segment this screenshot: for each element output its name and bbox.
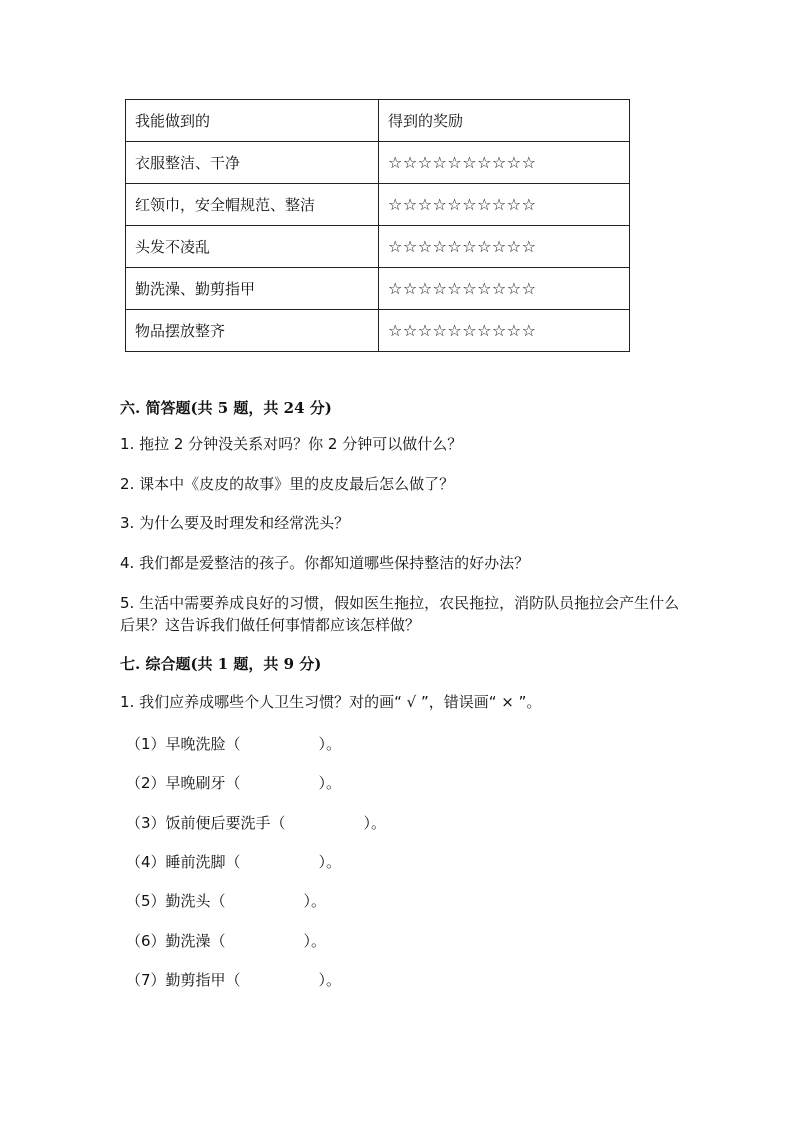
table-row — [126, 268, 630, 310]
table-header-item: 我能做到的 — [126, 100, 379, 142]
answer-line — [126, 851, 341, 872]
answer-label: （6）勤洗澡（ — [126, 932, 226, 950]
table-header-row — [126, 100, 630, 142]
table-cell-stars: ☆☆☆☆☆☆☆☆☆☆ — [379, 226, 630, 268]
table-cell-item: 红领巾，安全帽规范、整洁 — [126, 184, 379, 226]
question-item: 1. 我们应养成哪些个人卫生习惯？对的画“ √ ”，错误画“ × ”。 — [120, 693, 542, 711]
answer-line — [126, 969, 341, 990]
answer-end: ）。 — [318, 853, 342, 871]
table-cell-stars: ☆☆☆☆☆☆☆☆☆☆ — [379, 268, 630, 310]
table-cell-stars: ☆☆☆☆☆☆☆☆☆☆ — [379, 310, 630, 352]
section-six-title: 六. 简答题(共 5 题，共 24 分) — [120, 399, 332, 417]
answer-end: ）。 — [318, 971, 342, 989]
table-cell-item: 勤洗澡、勤剪指甲 — [126, 268, 379, 310]
answer-end: ）。 — [303, 892, 327, 910]
question-item: 3. 为什么要及时理发和经常洗头？ — [120, 514, 350, 532]
table-cell-item: 物品摆放整齐 — [126, 310, 379, 352]
answer-label: （1）早晚洗脸（ — [126, 735, 241, 753]
answer-label: （2）早晚刷牙（ — [126, 774, 241, 792]
answer-label: （4）睡前洗脚（ — [126, 853, 241, 871]
answer-line — [126, 733, 341, 754]
table-row — [126, 226, 630, 268]
question-item: 1. 拖拉 2 分钟没关系对吗？你 2 分钟可以做什么？ — [120, 435, 463, 453]
answer-line — [126, 812, 386, 833]
question-item: 5. 生活中需要养成良好的习惯，假如医生拖拉，农民拖拉，消防队员拖拉会产生什么后果？这告诉我们做任何事情都应该怎样做？ — [120, 594, 680, 634]
question-item: 2. 课本中《皮皮的故事》里的皮皮最后怎么做了？ — [120, 475, 455, 493]
table-cell-stars: ☆☆☆☆☆☆☆☆☆☆ — [379, 142, 630, 184]
table-cell-stars: ☆☆☆☆☆☆☆☆☆☆ — [379, 184, 630, 226]
section-seven-title: 七. 综合题(共 1 题，共 9 分) — [120, 655, 322, 673]
table-row — [126, 310, 630, 352]
reward-table — [125, 99, 630, 352]
answer-end: ）。 — [318, 774, 342, 792]
answer-end: ）。 — [303, 932, 327, 950]
answer-line — [126, 890, 326, 911]
table-cell-item: 衣服整洁、干净 — [126, 142, 379, 184]
answer-label: （7）勤剪指甲（ — [126, 971, 241, 989]
table-header-reward: 得到的奖励 — [379, 100, 630, 142]
answer-label: （5）勤洗头（ — [126, 892, 226, 910]
answer-line — [126, 772, 341, 793]
answer-end: ）。 — [318, 735, 342, 753]
table-row — [126, 184, 630, 226]
answer-end: ）。 — [363, 814, 387, 832]
table-row — [126, 142, 630, 184]
answer-line — [126, 930, 326, 951]
table-cell-item: 头发不凌乱 — [126, 226, 379, 268]
answer-label: （3）饭前便后要洗手（ — [126, 814, 286, 832]
question-item: 4. 我们都是爱整洁的孩子。你都知道哪些保持整洁的好办法？ — [120, 554, 530, 572]
